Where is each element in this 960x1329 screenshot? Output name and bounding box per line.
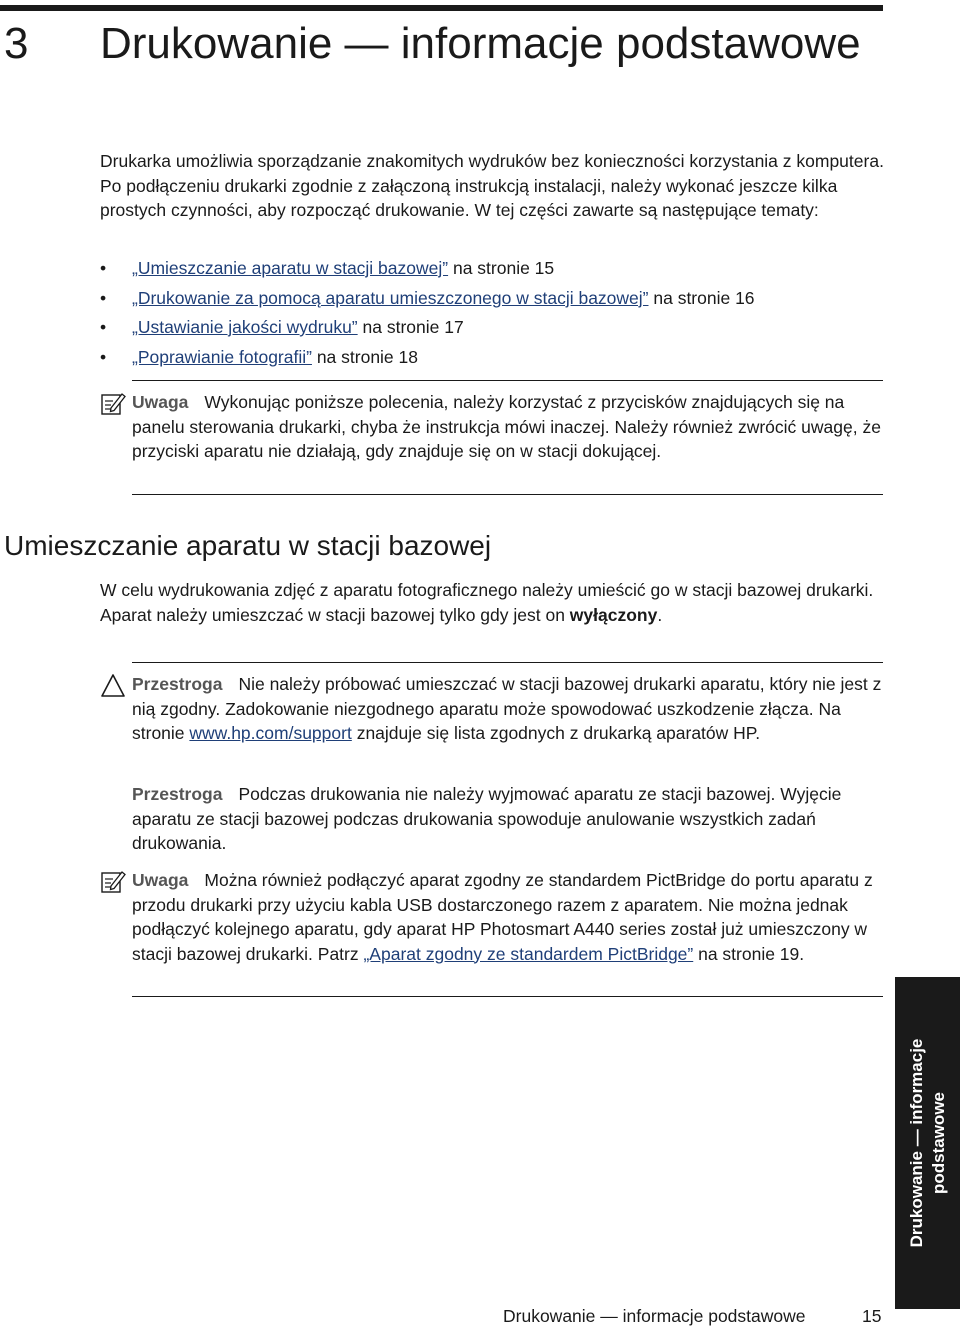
note-pencil-icon [100,869,126,895]
note-top-rule [132,380,883,381]
note-uwaga-1: Uwaga Wykonując poniższe polecenia, należy korzystać z przycisków znajdujących się na panelu sterowania drukarki, chyba że instrukcja mówi inaczej. Należy również zwrócić uwagę, że przyciski aparatu nie działają, gdy znajduje się on w stacji dokującej. [132,392,881,461]
side-tab-text: Drukowanie — informacje podstawowe [906,1038,948,1248]
chapter-number: 3 [4,19,29,68]
chapter-side-tab [895,977,960,1309]
topic-link[interactable]: „Ustawianie jakości wydruku” [132,317,358,337]
intro-paragraph: Drukarka umożliwia sporządzanie znakomitych wydruków bez konieczności korzystania z komputera. Po podłączeniu drukarki zgodnie z załączoną instrukcją instalacji, należy wykonać jeszcze kilka prostych czynności, aby rozpocząć drukowanie. W tej części zawarte są następujące tematy: [100,151,884,220]
note-label: Uwaga [132,392,189,412]
topic-item: • „Poprawianie fotografii” na stronie 18 [100,345,890,375]
topic-link[interactable]: „Poprawianie fotografii” [132,346,312,367]
note-uwaga-2: Uwaga Można również podłączyć aparat zgodny ze standardem PictBridge do portu aparatu z przodu drukarki przy użyciu kabla USB dostarczonego razem z aparatem. Nie można jednak podłączyć kolejnego aparatu, gdy aparat HP Photosmart A440 series został już umieszczony w stacji bazowej drukarki. Patrz „Aparat zgodny ze standardem PictBridge” na stronie 19. [132,870,873,964]
topic-link[interactable]: „Umieszczanie aparatu w stacji bazowej” [132,258,449,278]
hp-support-link[interactable]: www.hp.com/support [189,723,352,743]
pictbridge-link[interactable]: „Aparat zgodny ze standardem PictBridge” [363,943,694,964]
page-number: 15 [862,1306,882,1326]
caution-bottom-rule [132,996,883,997]
caution-top-rule [132,662,883,663]
topic-item: • „Umieszczanie aparatu w stacji bazowej” na stronie 15 [100,256,890,286]
caution-1: Przestroga Nie należy próbować umieszczać w stacji bazowej drukarki aparatu, który nie jest z nią zgodny. Zadokowanie niezgodnego aparatu może spowodować uszkodzenie złącza. Na stronie www.hp.com/support znajduje się lista zgodnych z drukarką aparatów HP. [132,674,882,743]
topic-item: • „Drukowanie za pomocą aparatu umieszczonego w stacji bazowej” na stronie 16 [100,286,890,316]
section-paragraph: W celu wydrukowania zdjęć z aparatu fotograficznego należy umieścić go w stacji bazowej drukarki. Aparat należy umieszczać w stacji bazowej tylko gdy jest on wyłączony. [100,580,874,625]
topic-link[interactable]: „Drukowanie za pomocą aparatu umieszczonego w stacji bazowej” [132,287,649,308]
footer-title: Drukowanie — informacje podstawowe [503,1306,806,1326]
caution-label: Przestroga [132,784,223,804]
note-label: Uwaga [132,870,189,890]
caution-triangle-icon [100,673,126,699]
section-heading: Umieszczanie aparatu w stacji bazowej [4,530,492,561]
chapter-top-rule [0,5,883,11]
chapter-title: Drukowanie — informacje podstawowe [100,19,861,68]
note-pencil-icon [100,391,126,417]
caution-2: Przestroga Podczas drukowania nie należy wyjmować aparatu ze stacji bazowej. Wyjęcie aparatu ze stacji bazowej podczas drukowania spowoduje anulowanie wszystkich zadań drukowania. [132,784,842,853]
topic-item: • „Ustawianie jakości wydruku” na stronie 17 [100,315,890,345]
caution-label: Przestroga [132,674,223,694]
topic-list [100,256,890,374]
note-bottom-rule [132,494,883,495]
